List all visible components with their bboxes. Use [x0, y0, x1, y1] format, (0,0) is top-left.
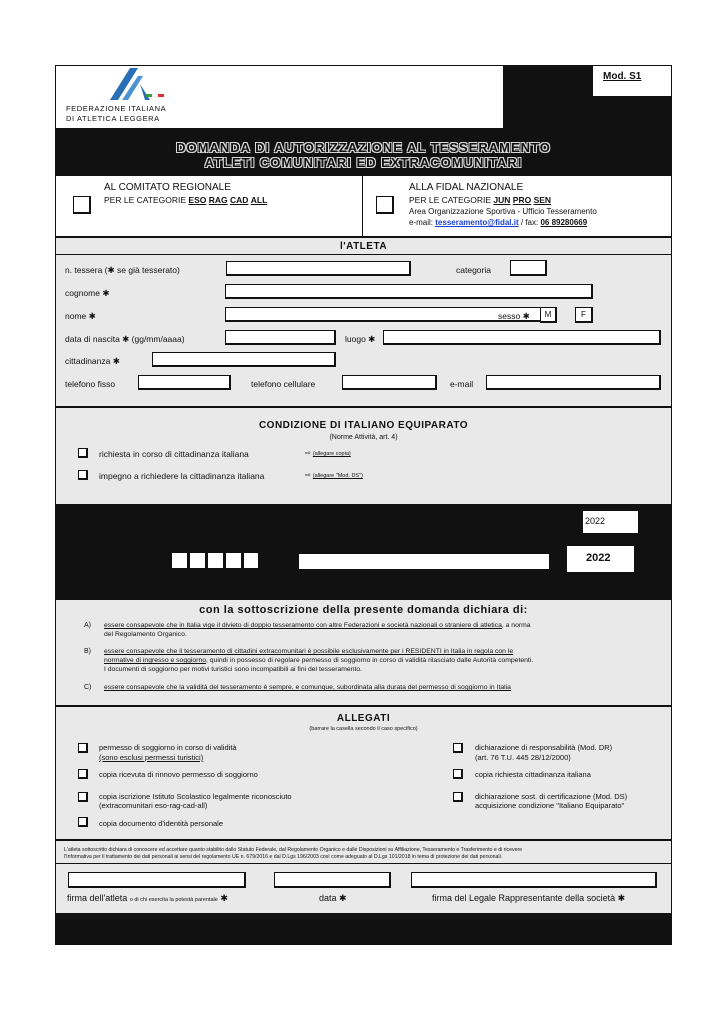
data-nascita-label: data di nascita ✱ (gg/mm/aaaa) [65, 334, 185, 344]
sig-athlete-text: firma dell'atleta [67, 893, 128, 903]
email-field-label: e-mail [450, 379, 474, 389]
cognome-field[interactable] [225, 284, 593, 299]
org-line1: FEDERAZIONE ITALIANA [66, 104, 167, 113]
sex-m-field[interactable]: M [540, 307, 557, 323]
org-name [66, 104, 166, 124]
society-name-field[interactable] [298, 553, 550, 570]
tessera-field[interactable] [226, 261, 411, 276]
nome-label: nome ✱ [65, 311, 96, 321]
regional-categories [104, 195, 267, 205]
allegato-l3b: (extracomunitari eso-rag-cad-all) [99, 801, 208, 810]
code-box-3[interactable] [207, 552, 224, 569]
decl-c-line [104, 684, 511, 691]
athlete-title: l'ATLETA [339, 241, 388, 252]
luogo-field[interactable] [383, 330, 661, 345]
decl-a-letter: A) [84, 622, 91, 629]
opt2-note-text: (allegare "Mod. DS") [312, 473, 363, 479]
year-top: 2022 [585, 516, 606, 526]
decl-a-line2: del Regolamento Organico. [104, 631, 187, 638]
equiparato-opt1-label: richiesta in corso di cittadinanza italiana [99, 449, 249, 459]
tel-fisso-field[interactable] [138, 375, 231, 390]
allegato-r1b: (art. 76 T.U. 445 28/12/2000) [475, 753, 571, 762]
sig-athlete-star: ✱ [220, 893, 228, 903]
decl-b-underlined: essere consapevole che il tesseramento di cittadini extracomunitari è possibile esclusivamente per i RESIDENTI in Italia in regola con le [104, 648, 514, 655]
date-label: data ✱ [319, 893, 347, 903]
mod-box [593, 66, 671, 96]
email-link[interactable]: tesseramento@fidal.it [435, 218, 519, 227]
tel-cell-label: telefono cellulare [251, 379, 316, 389]
allegato-l4-checkbox[interactable] [78, 817, 88, 827]
decl-b-line2 [104, 657, 533, 664]
allegati-title: ALLEGATI [336, 713, 391, 724]
allegato-r1a: dichiarazione di responsabilità (Mod. DR) [475, 743, 613, 752]
allegato-r3b: acquisizione condizione "Italiano Equiparato" [475, 801, 625, 810]
mod-label: Mod. S1 [603, 71, 642, 82]
allegato-r2-checkbox[interactable] [453, 769, 463, 779]
org-line2: DI ATLETICA LEGGERA [66, 114, 160, 123]
cat-pro: PRO [512, 195, 532, 205]
allegato-l1-checkbox[interactable] [78, 743, 88, 753]
allegato-l4: copia documento d'identità personale [99, 819, 224, 828]
code-box-1[interactable] [171, 552, 188, 569]
data-nascita-field[interactable] [225, 330, 336, 345]
equiparato-subtitle: (Norme Attività, art. 4) [329, 434, 398, 441]
recipient-national [363, 176, 671, 236]
decl-b-line1 [104, 648, 513, 655]
email-label: e-mail: [409, 218, 434, 227]
sig-athlete-small: o di chi esercita la potestà parentale [129, 897, 218, 903]
allegato-l3-checkbox[interactable] [78, 792, 88, 802]
cat-rag: RAG [208, 195, 228, 205]
decl-a-underlined: essere consapevole che in Italia vige il divieto di doppio tesseramento con altre Federazioni e società nazionali o straniere di atletica [104, 622, 502, 629]
privacy-line1: L'atleta sottoscritto dichiara di conoscere ed accettare quanto stabilito dallo Statuto Federale, dal Regolamento Organico e dalle Disposizioni su Affiliazione, Tesseramento e Trasferimento e di ricevere [64, 847, 523, 853]
regional-cat-label: PER LE CATEGORIE [104, 195, 187, 205]
sesso-label: sesso ✱ [498, 311, 530, 321]
signature-legal-label: firma del Legale Rappresentante della società ✱ [432, 893, 626, 903]
allegato-l1b: (sono esclusi permessi turistici) [99, 753, 204, 762]
cat-sen: SEN [533, 195, 552, 205]
form-subtitle: ATLETI COMUNITARI ED EXTRACOMUNITARI [204, 155, 523, 170]
equiparato-opt1-checkbox[interactable] [78, 448, 88, 458]
fidal-logo-icon [96, 66, 168, 102]
equiparato-opt2-label: impegno a richiedere la cittadinanza italiana [99, 471, 265, 481]
declaration-title: con la sottoscrizione della presente domanda dichiara di: [199, 604, 528, 616]
cat-all: ALL [250, 195, 268, 205]
luogo-label: luogo ✱ [345, 334, 376, 344]
nome-field[interactable] [225, 307, 543, 322]
categoria-label: categoria [456, 265, 491, 275]
code-box-2[interactable] [189, 552, 206, 569]
categoria-field[interactable] [510, 260, 547, 276]
national-cat-label: PER LE CATEGORIE [409, 195, 492, 205]
form-title: DOMANDA DI AUTORIZZAZIONE AL TESSERAMENTO [176, 140, 551, 155]
allegati-section [56, 707, 671, 839]
equiparato-opt2-checkbox[interactable] [78, 470, 88, 480]
decl-b-letter: B) [84, 648, 91, 655]
national-checkbox[interactable] [376, 196, 394, 214]
tel-fisso-label: telefono fisso [65, 379, 116, 389]
allegato-r3a: dichiarazione sost. di certificazione (Mod. DS) [475, 792, 628, 801]
decl-a-rest: , a norma [501, 622, 531, 629]
society-code-boxes [171, 552, 259, 569]
national-title: ALLA FIDAL NAZIONALE [409, 182, 524, 193]
sex-f-field[interactable]: F [575, 307, 593, 323]
code-box-5[interactable] [243, 552, 259, 569]
year-top-box [583, 511, 638, 533]
opt1-note-text: (allegare copia) [312, 451, 351, 457]
cittadinanza-field[interactable] [152, 352, 336, 367]
footer-section [56, 841, 671, 913]
recipient-regional [56, 176, 362, 236]
email-field[interactable] [486, 375, 661, 390]
national-area: Area Organizzazione Sportiva - Ufficio Tesseramento [409, 207, 597, 216]
cittadinanza-label: cittadinanza ✱ [65, 356, 120, 366]
declaration-section [56, 600, 671, 705]
allegato-r2: copia richiesta cittadinanza italiana [475, 770, 591, 779]
allegato-l1a: permesso di soggiorno in corso di validità [99, 743, 237, 752]
equiparato-section [56, 408, 671, 504]
code-box-4[interactable] [225, 552, 242, 569]
decl-b2-rest: , quindi in possesso di regolare permesso di soggiorno in corso di validità rilasciato dalle Autorità competenti. [206, 657, 534, 664]
national-contacts [409, 218, 587, 227]
cat-eso: ESO [188, 195, 207, 205]
athlete-section [56, 238, 671, 406]
header-logo-area [56, 66, 503, 128]
decl-c-underlined: essere consapevole che la validità del tesseramento è sempre, e comunque, subordinata alla durata del permesso di soggiorno in Italia [104, 684, 511, 691]
national-categories [409, 195, 551, 205]
regional-checkbox[interactable] [73, 196, 91, 214]
fax-label: / fax: [520, 218, 539, 227]
decl-c-letter: C) [84, 684, 92, 691]
signature-legal-field[interactable] [411, 872, 657, 888]
allegato-l2-checkbox[interactable] [78, 769, 88, 779]
year-bottom: 2022 [586, 552, 611, 564]
allegato-r1-checkbox[interactable] [453, 743, 463, 753]
decl-b2-underlined: normative di ingresso e soggiorno [104, 657, 207, 664]
allegato-r3-checkbox[interactable] [453, 792, 463, 802]
equiparato-opt2-note: ⇨ (allegare "Mod. DS") [305, 472, 363, 479]
signature-athlete-label [67, 893, 228, 904]
tel-cell-field[interactable] [342, 375, 437, 390]
decl-a-line1 [104, 622, 531, 629]
decl-b-line3: I documenti di soggiorno per motivi turistici sono incompatibili ai fini del tesseramento. [104, 666, 363, 673]
equiparato-title: CONDIZIONE DI ITALIANO EQUIPARATO [258, 420, 469, 431]
year-bottom-box [567, 546, 634, 572]
privacy-line2: l'Informativa per il trattamento dei dati personali ai sensi del regolamento UE n. 679/2016 e dal D.Lgs 196/2003 così come adeguato al D.Lgs 101/2018 in tema di protezione dei dati personali. [64, 854, 503, 860]
date-field[interactable] [274, 872, 391, 888]
tessera-label: n. tessera (✱ se già tesserato) [65, 265, 180, 275]
allegati-subtitle: (barrare la casella secondo il caso specifico) [309, 726, 418, 732]
signature-athlete-field[interactable] [68, 872, 246, 888]
allegato-l3a: copia iscrizione Istituto Scolastico legalmente riconosciuto [99, 792, 292, 801]
allegato-l2: copia ricevuta di rinnovo permesso di soggiorno [99, 770, 258, 779]
equiparato-opt1-note: ⇨ (allegare copia) [305, 450, 351, 457]
cat-cad: CAD [230, 195, 249, 205]
regional-title: AL COMITATO REGIONALE [104, 182, 231, 193]
fax-number: 06 89280669 [540, 218, 588, 227]
cat-jun: JUN [493, 195, 511, 205]
cognome-label: cognome ✱ [65, 288, 110, 298]
